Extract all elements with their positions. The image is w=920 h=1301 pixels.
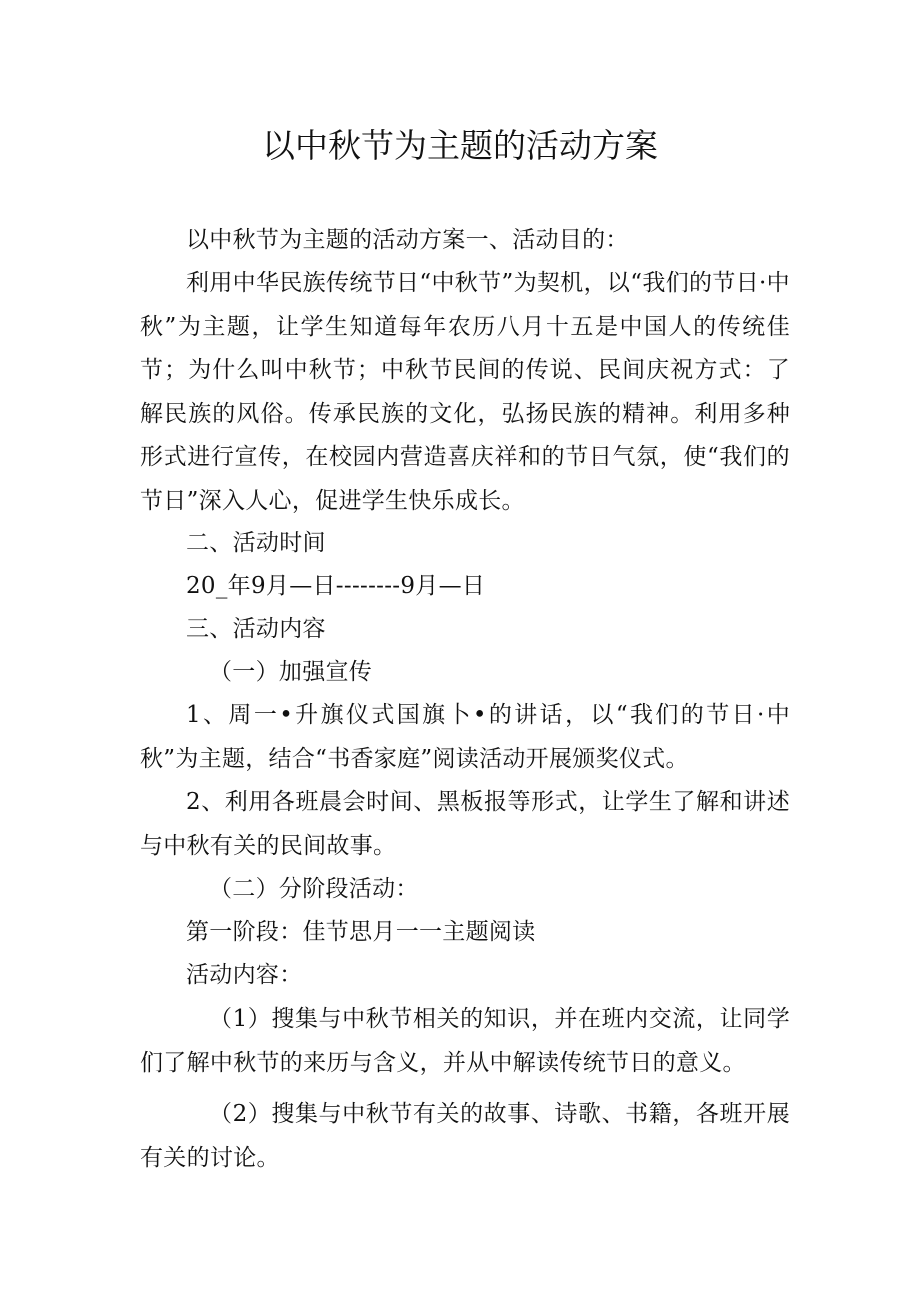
paragraph-purpose: 利用中华民族传统节日“中秋节”为契机，以“我们的节日·中秋”为主题，让学生知道每年农历八月十五是中国人的传统佳节；为什么叫中秋节；中秋节民间的传说、民间庆祝方式：了解民族的风俗。传承民族的文化，弘扬民族的精神。利用多种形式进行宣传，在校园内营造喜庆祥和的节日气氛，使“我们的节日”深入人心，促进学生快乐成长。 (140, 270, 790, 514)
heading-phase-one: 第一阶段：佳节思月一一主题阅读 (186, 919, 536, 945)
document-title: 以中秋节为主题的活动方案 (262, 126, 658, 165)
heading-activity-content: 三、活动内容 (186, 616, 326, 642)
paragraph-item-1: 1、周一•升旗仪式国旗卜•的讲话，以“我们的节日·中秋”为主题，结合“书香家庭”阅读活动开展颁奖仪式。 (140, 702, 790, 772)
heading-activity-time: 二、活动时间 (186, 530, 326, 556)
paragraph-item-2: 2、利用各班晨会时间、黑板报等形式，让学生了解和讲述与中秋有关的民间故事。 (140, 789, 790, 859)
label-activity-content: 活动内容： (186, 962, 303, 988)
subheading-promotion: （一）加强宣传 (209, 659, 373, 685)
paragraph-date-range: 20_年9月—日--------9月—日 (186, 573, 486, 599)
paragraph-subitem-1: （1）搜集与中秋节相关的知识，并在班内交流，让同学们了解中秋节的来历与含义，并从中解读传统节日的意义。 (140, 1006, 790, 1076)
paragraph-subitem-2: （2）搜集与中秋节有关的故事、诗歌、书籍，各班开展有关的讨论。 (140, 1101, 790, 1171)
paragraph-intro: 以中秋节为主题的活动方案一、活动目的： (186, 227, 629, 253)
subheading-phased-activities: （二）分阶段活动： (209, 876, 419, 902)
